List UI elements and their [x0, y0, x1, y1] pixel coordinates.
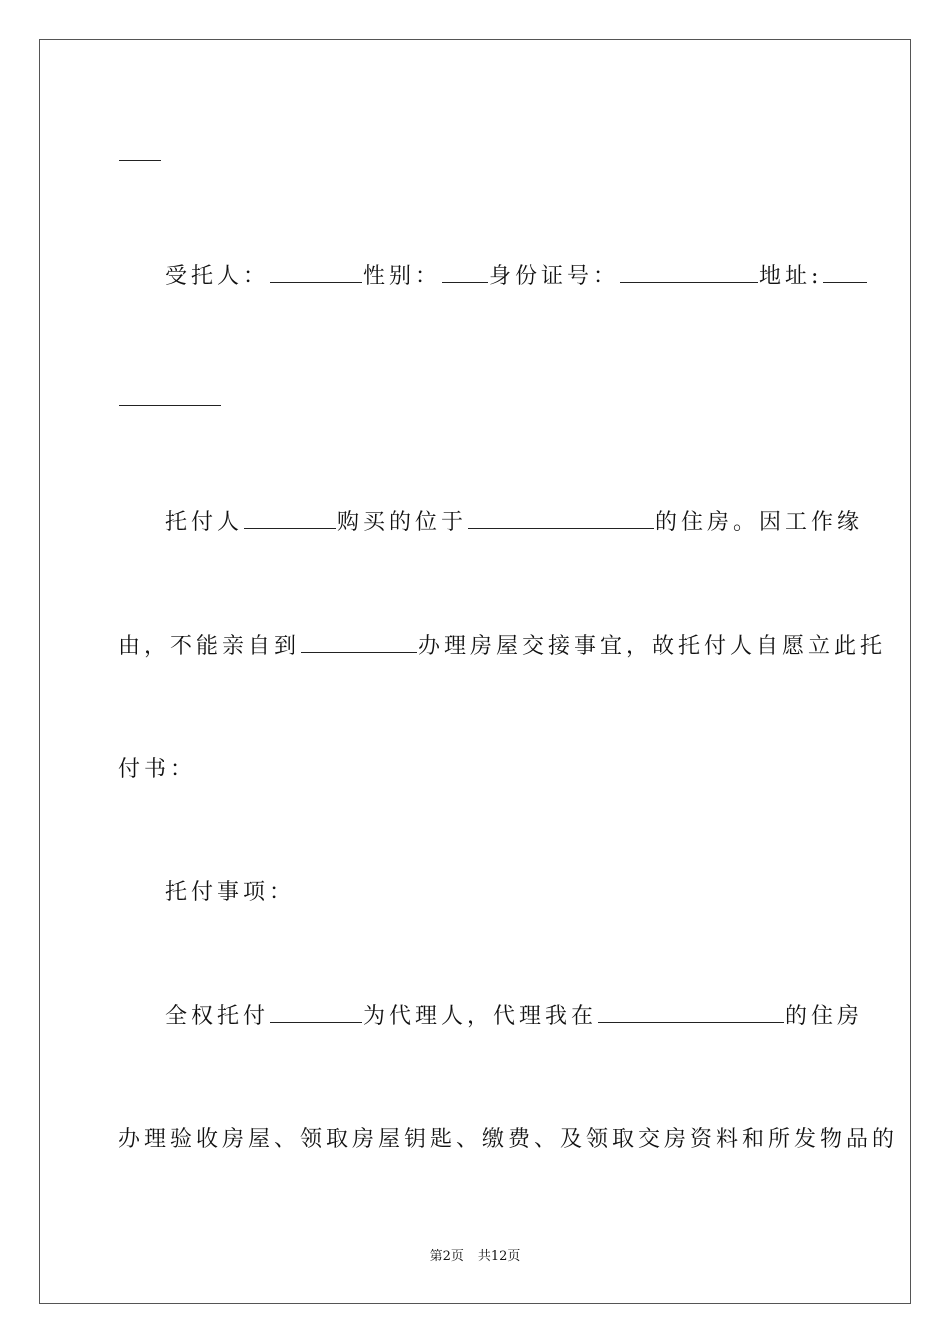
- property-address-blank: [598, 1002, 784, 1023]
- property-location-blank: [468, 508, 654, 529]
- consignee-info-line: [118, 262, 838, 292]
- page-footer: [0, 1248, 950, 1266]
- text-fragment: 全权托付: [165, 1004, 270, 1029]
- continuation-blank-line: [118, 140, 838, 170]
- fill-blank: [119, 140, 161, 161]
- paragraph-line: [118, 1125, 899, 1155]
- text-fragment: 的住房。因工作缘: [655, 510, 864, 535]
- id-number-blank: [620, 262, 758, 283]
- agent-name-blank: [270, 1002, 362, 1023]
- section-heading-text: 托付事项：: [165, 880, 296, 905]
- principal-name-blank: [244, 508, 336, 529]
- text-fragment: 办理验收房屋、领取房屋钥匙、缴费、及领取交房资料和所发物品的: [118, 1127, 899, 1152]
- consignee-name-blank: [270, 262, 362, 283]
- address-blank: [823, 262, 867, 283]
- address-continuation-line: [118, 385, 838, 415]
- text-fragment: 办理房屋交接事宜，故托付人自愿立此托: [418, 634, 887, 659]
- page-frame: [39, 39, 911, 1304]
- paragraph-line: [118, 755, 838, 785]
- total-pages: 共12页: [477, 1249, 521, 1264]
- text-fragment: 由，不能亲自到: [118, 634, 301, 659]
- gender-label: 性别：: [363, 264, 442, 289]
- paragraph-line: [118, 508, 864, 538]
- address-label: 地址:: [759, 264, 823, 289]
- address-continuation-blank: [119, 385, 221, 406]
- text-fragment: 托付人: [165, 510, 244, 535]
- text-fragment: 的住房: [785, 1004, 864, 1029]
- id-number-label: 身份证号：: [489, 264, 620, 289]
- section-heading: [118, 878, 838, 908]
- paragraph-line: [118, 1002, 864, 1032]
- text-fragment: 为代理人，代理我在: [363, 1004, 598, 1029]
- text-fragment: 购买的位于: [337, 510, 468, 535]
- handover-place-blank: [301, 632, 417, 653]
- gender-blank: [442, 262, 488, 283]
- consignee-label: 受托人：: [165, 264, 270, 289]
- page-number: 第2页: [429, 1249, 464, 1264]
- paragraph-line: [118, 632, 887, 662]
- text-fragment: 付书：: [118, 757, 197, 782]
